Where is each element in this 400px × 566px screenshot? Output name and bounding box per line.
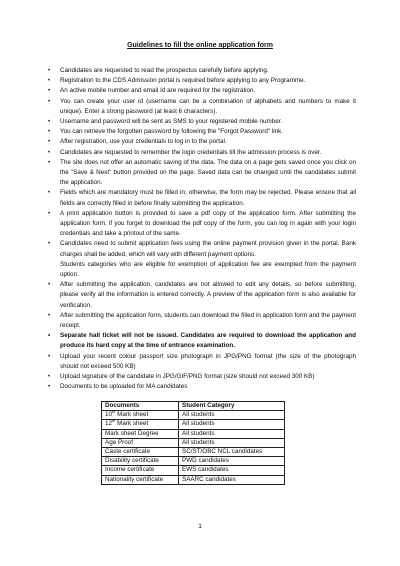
list-item: • Upload signature of the candidate in JPG/GIF/PNG format (size should not exceed 300 KB) — [60, 372, 356, 382]
table-header-row — [102, 402, 285, 411]
category-cell: EWS candidates — [179, 466, 285, 475]
document-cell — [102, 429, 179, 438]
table-row — [102, 438, 285, 447]
table-body — [102, 411, 285, 485]
list-item: • After submitting the application form, students can download the filled in application form and the payment receipt. — [60, 311, 356, 331]
table-row — [102, 448, 285, 457]
document-name: Disability certificate — [105, 457, 159, 465]
table-header-cell: Student Category — [179, 402, 285, 411]
list-item: • The site does not offer an automatic saving of the data. The data on a page gets saved once you click on the "Save & Next" button provided on the page. Saved data can be changed until the candidates submit the application. — [60, 158, 356, 189]
list-item: • Fields which are mandatory must be filled in; otherwise, the form may be rejected. Please ensure that all fields are correctly filled in before finally submitting the application. — [60, 188, 356, 208]
document-number: 12 — [105, 420, 113, 428]
document-cell — [102, 448, 179, 457]
table-row — [102, 429, 285, 438]
table-row — [102, 466, 285, 475]
list-item: • You can create your user id (username can be a combination of alphabets and numbers to make it unique). Enter a strong password (at least 6 characters). — [60, 97, 356, 117]
list-item-bold: • Separate hall ticket will not be issued. Candidates are required to download the application and produce its hard copy at the time of entrance examination. — [60, 331, 356, 351]
list-item — [60, 239, 356, 280]
document-cell — [102, 438, 179, 447]
list-item: • Documents to be uploaded for MA candidates — [60, 382, 356, 392]
guidelines-list — [60, 66, 356, 393]
document-ordinal-suffix: th — [112, 409, 116, 415]
list-item: • After submitting the application, candidates are not allowed to edit any details, so before submitting, please verify all the information is entered correctly. A preview of the application form is also available for verification. — [60, 280, 356, 311]
list-item-continuation: Students categories who are eligible for exemption of application fee are exempted from the payment option. — [60, 260, 356, 279]
category-cell: SC/ST/OBC NCL candidates — [179, 448, 285, 457]
list-item: • You can retrieve the forgotten password by following the "Forgot Password" link. — [60, 127, 356, 137]
document-cell — [102, 466, 179, 475]
document-cell — [102, 420, 179, 429]
table-row — [102, 475, 285, 484]
table-row — [102, 457, 285, 466]
list-item: • Upload your recent colour passport size photograph in JPG/PNG format (the size of the photograph should not exceed 500 KB) — [60, 352, 356, 372]
document-name: Income certificate — [105, 466, 155, 474]
page-title: Guidelines to fill the online application form — [127, 42, 273, 49]
list-item: • Registration to the CDS Admission portal is required before applying to any Programme. — [60, 76, 356, 86]
page-number: 1 — [198, 523, 202, 530]
category-cell: All students — [179, 438, 285, 447]
list-item: • Username and password will be sent as SMS to your registered mobile number. — [60, 117, 356, 127]
document-name: Nationality certificate — [105, 475, 164, 483]
list-item: • Candidates are requested to remember the login credentials till the admission process is over. — [60, 148, 356, 158]
document-name: Mark sheet Degree — [105, 429, 159, 437]
document-cell — [102, 457, 179, 466]
category-cell: PWD candidates — [179, 457, 285, 466]
document-cell — [102, 475, 179, 484]
list-item-text: Candidates need to submit application fees using the online payment provision given in the portal. Bank charges shall be added, which will vary with different payment options. — [60, 240, 356, 258]
table-row — [102, 411, 285, 420]
document-name: Mark sheet — [115, 411, 149, 419]
category-cell: All students — [179, 429, 285, 438]
document-number: 10 — [105, 411, 113, 419]
document-name: Age Proof — [105, 438, 134, 446]
list-item: • An active mobile number and email Id are required for the registration. — [60, 86, 356, 96]
list-item: • After registration, use your credentials to log in to the portal. — [60, 137, 356, 147]
category-cell: All students — [179, 420, 285, 429]
document-ordinal-suffix: th — [112, 418, 116, 424]
list-item: • A print application button is provided to save a pdf copy of the application form. After submitting the application form, if you forget to download the pdf copy of the form, you can log in again with your login credentials and take a printout of the same. — [60, 209, 356, 240]
documents-table — [101, 401, 285, 485]
category-cell: SAARC candidates — [179, 475, 285, 484]
document-name: Mark sheet — [115, 420, 149, 428]
document-name: Caste certificate — [105, 448, 151, 456]
table-header-cell: Documents — [102, 402, 179, 411]
table-row — [102, 420, 285, 429]
category-cell: All students — [179, 411, 285, 420]
list-item: • Candidates are requested to read the prospectus carefully before applying. — [60, 66, 356, 76]
